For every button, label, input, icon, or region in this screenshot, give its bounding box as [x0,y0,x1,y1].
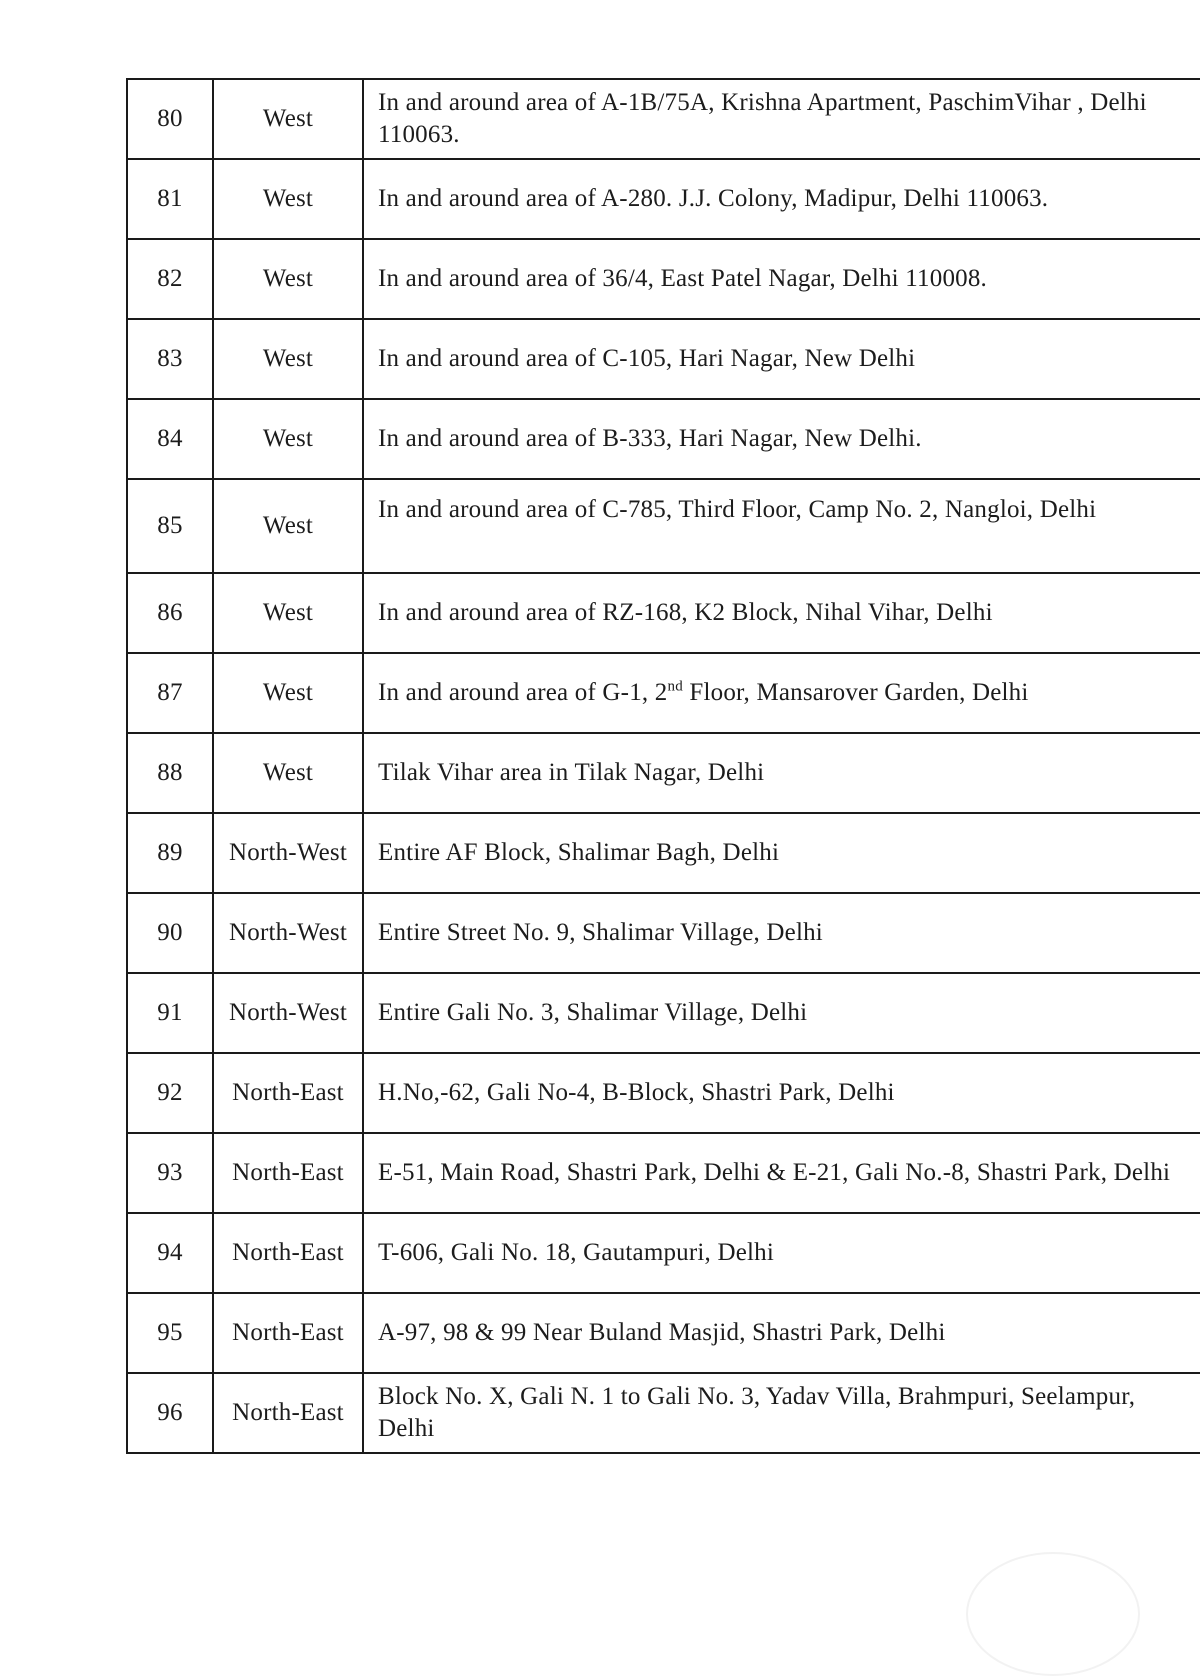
row-number: 82 [127,239,213,319]
table-row [127,1373,1200,1453]
row-area: T-606, Gali No. 18, Gautampuri, Delhi [363,1213,1200,1293]
table-row [127,813,1200,893]
table-row [127,733,1200,813]
row-zone: North-East [213,1373,363,1453]
row-zone: North-East [213,1213,363,1293]
row-zone: North-East [213,1293,363,1373]
row-zone: North-East [213,1053,363,1133]
row-zone: West [213,399,363,479]
row-area: H.No,-62, Gali No-4, B-Block, Shastri Park, Delhi [363,1053,1200,1133]
row-zone: West [213,239,363,319]
row-number: 90 [127,893,213,973]
table-row [127,319,1200,399]
table-row [127,1053,1200,1133]
row-area-prefix: In and around area of G-1, 2 [378,679,668,706]
row-area: A-97, 98 & 99 Near Buland Masjid, Shastri Park, Delhi [363,1293,1200,1373]
row-zone: West [213,733,363,813]
row-area: Tilak Vihar area in Tilak Nagar, Delhi [363,733,1200,813]
row-area: Entire AF Block, Shalimar Bagh, Delhi [363,813,1200,893]
row-number: 91 [127,973,213,1053]
row-number: 94 [127,1213,213,1293]
row-area: In and around area of A-1B/75A, Krishna Apartment, PaschimVihar , Delhi 110063. [363,79,1200,159]
table-row [127,239,1200,319]
row-area: Entire Gali No. 3, Shalimar Village, Delhi [363,973,1200,1053]
table-row [127,1293,1200,1373]
table-row [127,573,1200,653]
row-area: Block No. X, Gali N. 1 to Gali No. 3, Yadav Villa, Brahmpuri, Seelampur, Delhi [363,1373,1200,1453]
table-row [127,653,1200,733]
row-number: 87 [127,653,213,733]
row-zone: West [213,573,363,653]
row-zone: North-East [213,1133,363,1213]
row-area: Entire Street No. 9, Shalimar Village, Delhi [363,893,1200,973]
containment-zones-table [126,78,1200,1454]
row-area-superscript: nd [667,678,683,695]
row-zone: West [213,319,363,399]
row-zone: North-West [213,973,363,1053]
row-number: 80 [127,79,213,159]
table-row [127,1213,1200,1293]
row-number: 81 [127,159,213,239]
row-area: In and around area of RZ-168, K2 Block, Nihal Vihar, Delhi [363,573,1200,653]
row-area: In and around area of A-280. J.J. Colony, Madipur, Delhi 110063. [363,159,1200,239]
row-number: 84 [127,399,213,479]
row-zone: West [213,653,363,733]
row-zone: North-West [213,813,363,893]
row-zone: North-West [213,893,363,973]
row-area: In and around area of C-105, Hari Nagar, New Delhi [363,319,1200,399]
table-row [127,893,1200,973]
row-area: In and around area of B-333, Hari Nagar, New Delhi. [363,399,1200,479]
row-area: In and around area of C-785, Third Floor, Camp No. 2, Nangloi, Delhi [363,479,1200,573]
row-zone: West [213,159,363,239]
table-row [127,973,1200,1053]
table-row [127,479,1200,573]
row-area: In and around area of 36/4, East Patel Nagar, Delhi 110008. [363,239,1200,319]
row-area: E-51, Main Road, Shastri Park, Delhi & E-21, Gali No.-8, Shastri Park, Delhi [363,1133,1200,1213]
faint-watermark-shape [966,1552,1140,1676]
row-zone: West [213,479,363,573]
row-number: 95 [127,1293,213,1373]
row-number: 86 [127,573,213,653]
row-number: 92 [127,1053,213,1133]
row-number: 93 [127,1133,213,1213]
row-number: 88 [127,733,213,813]
row-area [363,653,1200,733]
row-area-suffix: Floor, Mansarover Garden, Delhi [682,679,1029,706]
table-row [127,399,1200,479]
row-zone: West [213,79,363,159]
row-number: 83 [127,319,213,399]
row-number: 85 [127,479,213,573]
table-row [127,159,1200,239]
table-row [127,79,1200,159]
row-number: 89 [127,813,213,893]
row-number: 96 [127,1373,213,1453]
table-row [127,1133,1200,1213]
